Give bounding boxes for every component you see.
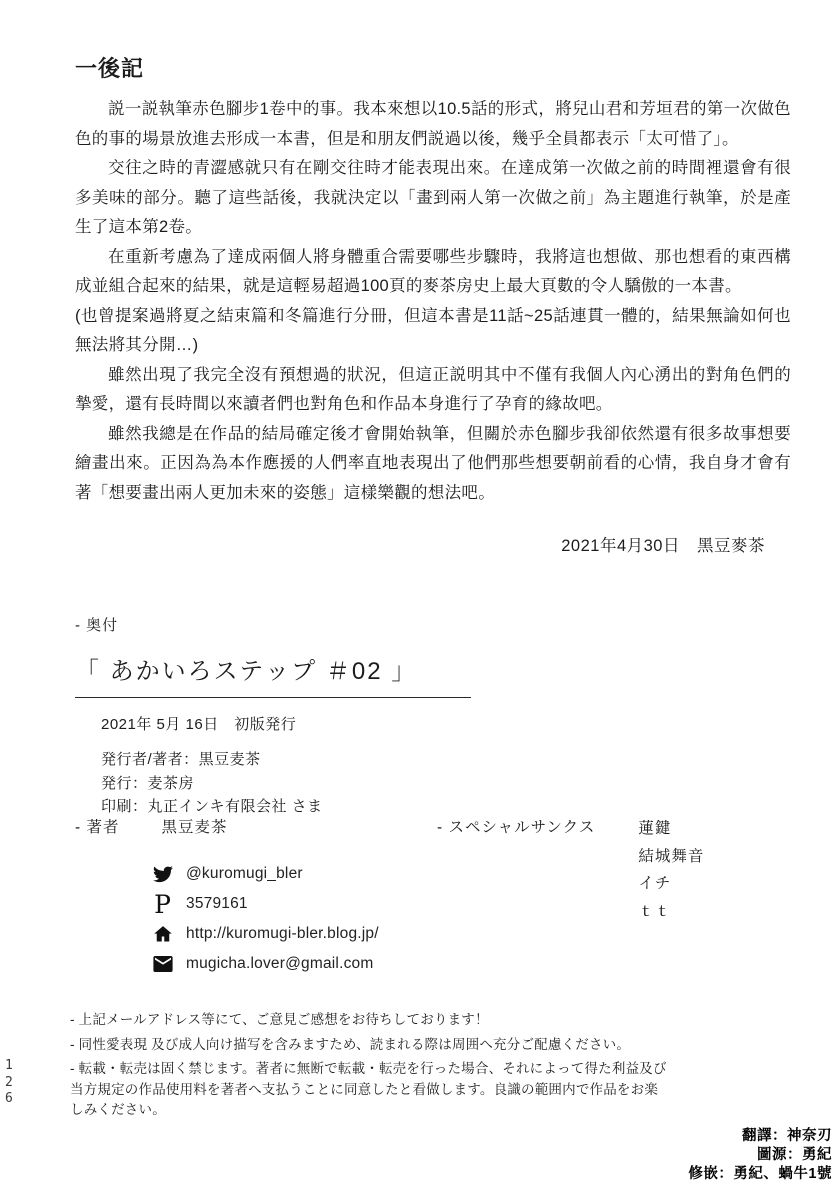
afterword-paragraph: (也曾提案過將夏之結束篇和冬篇進行分冊，但這本書是11話~25話連貫一體的，結果無論如何也無法將其分開…) <box>75 306 791 354</box>
credit-source: 圖源：勇紀 <box>757 1147 832 1163</box>
scanlation-credits <box>688 1127 832 1184</box>
afterword-paragraph: 在重新考慮為了達成兩個人將身體重合需要哪些步驟時，我將這也想做、那也想看的東西構成並組合起來的結果，就是這輕易超過100頁的麥茶房史上最大頁數的令人驕傲的一本書。 <box>75 247 791 295</box>
afterword-paragraph: 説一説執筆赤色腳步1卷中的事。我本來想以10.5話的形式，將兒山君和芳垣君的第一次做色色的事的場景放進去形成一本書，但是和朋友們説過以後，幾乎全員都表示「太可惜了」。 <box>75 100 791 148</box>
thanks-name: ｔｔ <box>638 902 672 920</box>
publisher-info <box>101 748 471 819</box>
thanks-name: 蓮鍵 <box>638 820 672 837</box>
pixiv-icon: P <box>154 889 171 919</box>
pixiv-id: 3579161 <box>186 895 248 912</box>
special-thanks-label: - スペシャルサンクス <box>437 819 596 836</box>
afterword-paragraph: 雖然我總是在作品的結局確定後才會開始執筆，但關於赤色腳步我卻依然還有很多故事想要繪畫出來。正因為為本作應援的人們率直地表現出了他們那些想要朝前看的心情，我自身才會有著「想要畫出兩人更加未來的姿態」這樣樂觀的想法吧。 <box>75 424 791 502</box>
thanks-name: イチ <box>638 875 672 892</box>
afterword-paragraph: 雖然出現了我完全沒有預想過的狀況，但這正説明其中不僅有我個人內心湧出的對角色們的摯愛，還有長時間以來讀者們也對角色和作品本身進行了孕育的緣故吧。 <box>75 365 791 413</box>
contact-row-pixiv <box>152 889 379 919</box>
special-thanks-section <box>437 815 704 925</box>
mail-icon <box>152 954 173 975</box>
note-line: - 転載・転売は固く禁じます。著者に無断で転載・転売を行った場合、それによって得た利益及び当方規定の作品使用料を著者へ支払うことに同意したと看做します。良識の範囲内で作品をお楽しみください。 <box>70 1061 667 1117</box>
contact-row-email <box>152 949 379 979</box>
author-head <box>75 815 379 837</box>
twitter-handle: @kuromugi_bler <box>186 865 303 882</box>
edition-date: 2021年 5月 16日 初版発行 <box>101 716 297 733</box>
author-name: 黒豆麦茶 <box>161 819 228 836</box>
contact-row-twitter <box>152 859 379 889</box>
blog-url: http://kuromugi-bler.blog.jp/ <box>186 925 379 942</box>
colophon-label: - 奥付 <box>75 617 119 634</box>
author-label: - 著者 <box>75 819 120 836</box>
author-section <box>75 815 379 979</box>
publisher-line: 発行：麦茶房 <box>101 774 195 792</box>
afterword-section <box>75 52 791 556</box>
thanks-name: 結城舞音 <box>638 847 705 865</box>
note-line: - 同性愛表現 及び成人向け描写を含みますため、読まれる際は周囲へ充分ご配慮ください。 <box>70 1036 631 1052</box>
afterword-heading: 一後記 <box>75 56 145 81</box>
colophon-section <box>75 614 471 819</box>
notes-section <box>70 1010 670 1125</box>
credit-translator: 翻譯：神奈刃 <box>742 1128 832 1144</box>
afterword-paragraph: 交往之時的青澀感就只有在剛交往時才能表現出來。在達成第一次做之前的時間裡還會有很多美味的部分。聽了這些話後，我就決定以「畫到兩人第一次做之前」為主題進行執筆，於是產生了這本第2卷。 <box>75 159 791 236</box>
twitter-icon <box>152 864 173 885</box>
afterword-signoff: 2021年4月30日 黑豆麥茶 <box>561 537 765 555</box>
special-thanks-names <box>638 815 704 925</box>
contact-list <box>152 859 379 979</box>
publisher-line: 発行者/著者：黒豆麦茶 <box>101 751 261 768</box>
page-number: 126 <box>5 1058 13 1106</box>
credit-typesetting: 修嵌：勇紀、蝸牛1號 <box>688 1166 832 1182</box>
contact-row-blog <box>152 919 379 949</box>
note-line: - 上記メールアドレス等にて、ご意見ご感想をお待ちしております！ <box>70 1012 489 1027</box>
publisher-line: 印刷：丸正インキ有限会社 さま <box>101 798 323 815</box>
email-address: mugicha.lover@gmail.com <box>186 955 374 972</box>
book-title: 「 あかいろステップ ＃02 」 <box>75 651 471 698</box>
home-icon <box>152 924 173 945</box>
